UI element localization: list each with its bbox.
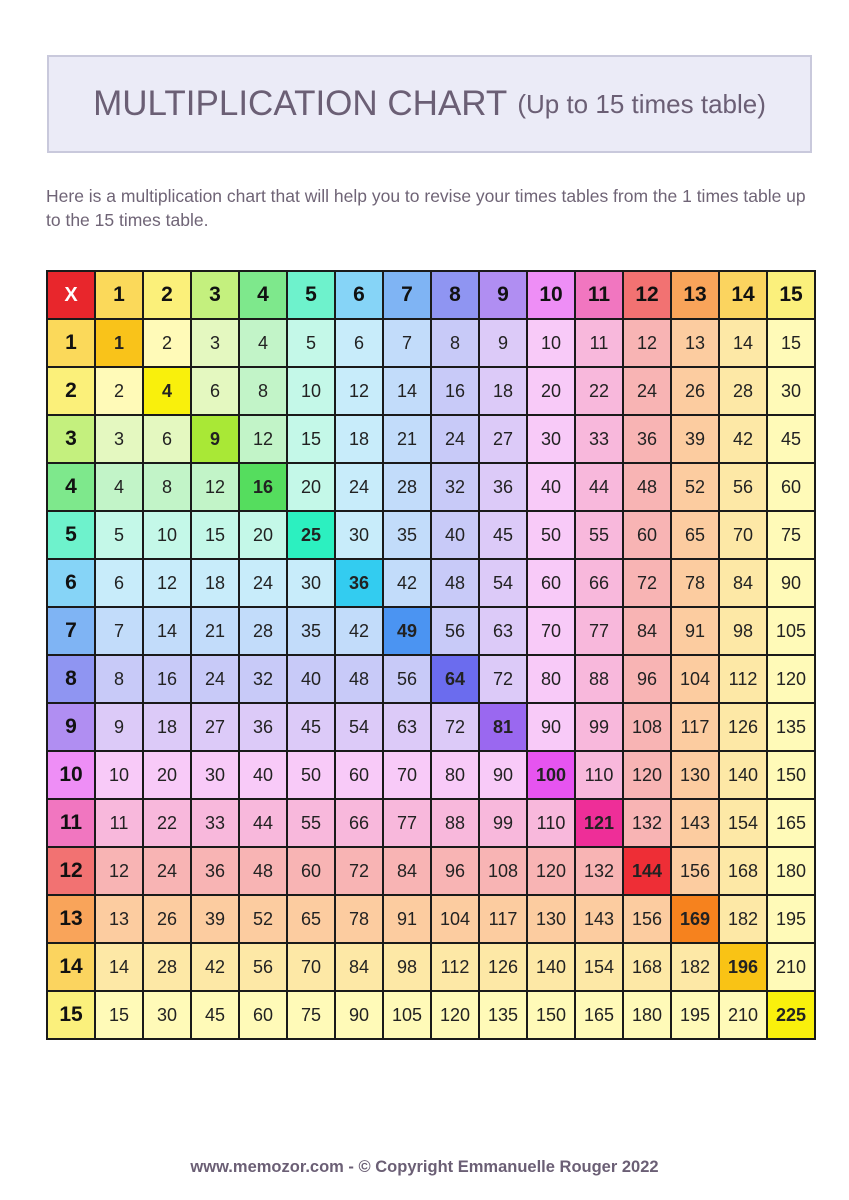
header-row [47, 271, 815, 319]
product-cell: 140 [719, 751, 767, 799]
product-cell: 8 [431, 319, 479, 367]
product-cell: 12 [191, 463, 239, 511]
product-cell: 168 [719, 847, 767, 895]
square-cell: 121 [575, 799, 623, 847]
product-cell: 60 [239, 991, 287, 1039]
row-header: 2 [47, 367, 95, 415]
product-cell: 48 [431, 559, 479, 607]
column-header: 10 [527, 271, 575, 319]
product-cell: 10 [527, 319, 575, 367]
product-cell: 56 [383, 655, 431, 703]
row-header: 1 [47, 319, 95, 367]
footer-copyright: www.memozor.com - © Copyright Emmanuelle Rouger 2022 [190, 1158, 659, 1176]
product-cell: 168 [623, 943, 671, 991]
table-row [47, 511, 815, 559]
product-cell: 10 [143, 511, 191, 559]
corner-cell: X [47, 271, 95, 319]
table-row [47, 415, 815, 463]
product-cell: 60 [767, 463, 815, 511]
row-header: 7 [47, 607, 95, 655]
table-row [47, 463, 815, 511]
product-cell: 20 [287, 463, 335, 511]
product-cell: 72 [623, 559, 671, 607]
product-cell: 90 [335, 991, 383, 1039]
product-cell: 143 [671, 799, 719, 847]
product-cell: 210 [719, 991, 767, 1039]
table-row [47, 799, 815, 847]
product-cell: 5 [287, 319, 335, 367]
square-cell: 169 [671, 895, 719, 943]
table-row [47, 847, 815, 895]
product-cell: 40 [239, 751, 287, 799]
product-cell: 210 [767, 943, 815, 991]
product-cell: 135 [479, 991, 527, 1039]
product-cell: 21 [191, 607, 239, 655]
product-cell: 75 [287, 991, 335, 1039]
product-cell: 70 [719, 511, 767, 559]
product-cell: 32 [239, 655, 287, 703]
product-cell: 150 [767, 751, 815, 799]
product-cell: 45 [287, 703, 335, 751]
product-cell: 112 [431, 943, 479, 991]
square-cell: 81 [479, 703, 527, 751]
product-cell: 44 [575, 463, 623, 511]
product-cell: 120 [431, 991, 479, 1039]
product-cell: 14 [383, 367, 431, 415]
product-cell: 24 [191, 655, 239, 703]
product-cell: 56 [719, 463, 767, 511]
product-cell: 112 [719, 655, 767, 703]
product-cell: 140 [527, 943, 575, 991]
product-cell: 15 [287, 415, 335, 463]
product-cell: 105 [383, 991, 431, 1039]
column-header: 11 [575, 271, 623, 319]
product-cell: 48 [623, 463, 671, 511]
product-cell: 13 [671, 319, 719, 367]
product-cell: 18 [143, 703, 191, 751]
product-cell: 36 [479, 463, 527, 511]
product-cell: 90 [479, 751, 527, 799]
product-cell: 15 [95, 991, 143, 1039]
product-cell: 72 [335, 847, 383, 895]
product-cell: 28 [143, 943, 191, 991]
square-cell: 25 [287, 511, 335, 559]
product-cell: 180 [623, 991, 671, 1039]
column-header: 13 [671, 271, 719, 319]
column-header: 7 [383, 271, 431, 319]
column-header: 14 [719, 271, 767, 319]
product-cell: 45 [767, 415, 815, 463]
product-cell: 84 [719, 559, 767, 607]
product-cell: 30 [335, 511, 383, 559]
product-cell: 8 [143, 463, 191, 511]
product-cell: 42 [191, 943, 239, 991]
product-cell: 39 [191, 895, 239, 943]
product-cell: 84 [335, 943, 383, 991]
product-cell: 45 [479, 511, 527, 559]
row-header: 11 [47, 799, 95, 847]
column-header: 15 [767, 271, 815, 319]
product-cell: 154 [575, 943, 623, 991]
product-cell: 80 [431, 751, 479, 799]
product-cell: 195 [767, 895, 815, 943]
row-header: 15 [47, 991, 95, 1039]
product-cell: 28 [383, 463, 431, 511]
product-cell: 70 [287, 943, 335, 991]
column-header: 4 [239, 271, 287, 319]
page-subtitle: (Up to 15 times table) [517, 88, 766, 119]
product-cell: 33 [575, 415, 623, 463]
product-cell: 12 [239, 415, 287, 463]
table-row [47, 367, 815, 415]
title-banner [47, 55, 812, 153]
square-cell: 225 [767, 991, 815, 1039]
product-cell: 56 [431, 607, 479, 655]
row-header: 8 [47, 655, 95, 703]
product-cell: 39 [671, 415, 719, 463]
product-cell: 60 [287, 847, 335, 895]
product-cell: 9 [95, 703, 143, 751]
product-cell: 96 [431, 847, 479, 895]
product-cell: 77 [383, 799, 431, 847]
product-cell: 84 [623, 607, 671, 655]
table-row [47, 703, 815, 751]
product-cell: 26 [143, 895, 191, 943]
square-cell: 49 [383, 607, 431, 655]
product-cell: 75 [767, 511, 815, 559]
product-cell: 52 [239, 895, 287, 943]
column-header: 3 [191, 271, 239, 319]
table-row [47, 943, 815, 991]
table-row [47, 655, 815, 703]
table-row [47, 607, 815, 655]
product-cell: 63 [383, 703, 431, 751]
product-cell: 11 [95, 799, 143, 847]
product-cell: 30 [191, 751, 239, 799]
product-cell: 28 [719, 367, 767, 415]
product-cell: 7 [95, 607, 143, 655]
product-cell: 54 [479, 559, 527, 607]
product-cell: 24 [335, 463, 383, 511]
product-cell: 150 [527, 991, 575, 1039]
product-cell: 22 [575, 367, 623, 415]
row-header: 4 [47, 463, 95, 511]
square-cell: 144 [623, 847, 671, 895]
product-cell: 60 [623, 511, 671, 559]
product-cell: 120 [767, 655, 815, 703]
row-header: 6 [47, 559, 95, 607]
product-cell: 12 [335, 367, 383, 415]
product-cell: 32 [431, 463, 479, 511]
product-cell: 182 [719, 895, 767, 943]
row-header: 14 [47, 943, 95, 991]
product-cell: 91 [671, 607, 719, 655]
product-cell: 143 [575, 895, 623, 943]
product-cell: 8 [95, 655, 143, 703]
product-cell: 104 [431, 895, 479, 943]
product-cell: 44 [239, 799, 287, 847]
row-header: 9 [47, 703, 95, 751]
product-cell: 60 [335, 751, 383, 799]
product-cell: 26 [671, 367, 719, 415]
product-cell: 15 [767, 319, 815, 367]
square-cell: 100 [527, 751, 575, 799]
table-row [47, 319, 815, 367]
column-header: 8 [431, 271, 479, 319]
product-cell: 27 [479, 415, 527, 463]
product-cell: 99 [575, 703, 623, 751]
product-cell: 27 [191, 703, 239, 751]
product-cell: 5 [95, 511, 143, 559]
product-cell: 7 [383, 319, 431, 367]
product-cell: 13 [95, 895, 143, 943]
product-cell: 130 [527, 895, 575, 943]
page-title: MULTIPLICATION CHART [93, 84, 508, 123]
product-cell: 165 [767, 799, 815, 847]
product-cell: 42 [335, 607, 383, 655]
product-cell: 6 [143, 415, 191, 463]
product-cell: 12 [623, 319, 671, 367]
product-cell: 40 [527, 463, 575, 511]
column-header: 5 [287, 271, 335, 319]
square-cell: 196 [719, 943, 767, 991]
product-cell: 66 [575, 559, 623, 607]
product-cell: 35 [287, 607, 335, 655]
product-cell: 20 [527, 367, 575, 415]
product-cell: 6 [95, 559, 143, 607]
product-cell: 156 [623, 895, 671, 943]
product-cell: 110 [575, 751, 623, 799]
product-cell: 55 [575, 511, 623, 559]
product-cell: 52 [671, 463, 719, 511]
product-cell: 78 [671, 559, 719, 607]
product-cell: 14 [143, 607, 191, 655]
product-cell: 72 [479, 655, 527, 703]
product-cell: 120 [527, 847, 575, 895]
multiplication-table [46, 270, 816, 1040]
product-cell: 30 [143, 991, 191, 1039]
product-cell: 130 [671, 751, 719, 799]
product-cell: 88 [575, 655, 623, 703]
product-cell: 55 [287, 799, 335, 847]
product-cell: 20 [143, 751, 191, 799]
product-cell: 70 [527, 607, 575, 655]
column-header: 6 [335, 271, 383, 319]
product-cell: 12 [95, 847, 143, 895]
product-cell: 40 [287, 655, 335, 703]
product-cell: 42 [383, 559, 431, 607]
product-cell: 9 [479, 319, 527, 367]
product-cell: 195 [671, 991, 719, 1039]
square-cell: 16 [239, 463, 287, 511]
product-cell: 132 [575, 847, 623, 895]
product-cell: 16 [143, 655, 191, 703]
product-cell: 50 [287, 751, 335, 799]
product-cell: 24 [239, 559, 287, 607]
product-cell: 18 [335, 415, 383, 463]
square-cell: 4 [143, 367, 191, 415]
product-cell: 45 [191, 991, 239, 1039]
product-cell: 2 [95, 367, 143, 415]
product-cell: 126 [479, 943, 527, 991]
product-cell: 18 [479, 367, 527, 415]
product-cell: 66 [335, 799, 383, 847]
product-cell: 165 [575, 991, 623, 1039]
product-cell: 126 [719, 703, 767, 751]
column-header: 2 [143, 271, 191, 319]
product-cell: 6 [335, 319, 383, 367]
product-cell: 36 [191, 847, 239, 895]
table-row [47, 559, 815, 607]
product-cell: 48 [335, 655, 383, 703]
product-cell: 135 [767, 703, 815, 751]
column-header: 9 [479, 271, 527, 319]
product-cell: 65 [671, 511, 719, 559]
product-cell: 11 [575, 319, 623, 367]
product-cell: 42 [719, 415, 767, 463]
product-cell: 104 [671, 655, 719, 703]
product-cell: 91 [383, 895, 431, 943]
row-header: 12 [47, 847, 95, 895]
product-cell: 156 [671, 847, 719, 895]
product-cell: 14 [719, 319, 767, 367]
table-row [47, 895, 815, 943]
product-cell: 3 [95, 415, 143, 463]
product-cell: 63 [479, 607, 527, 655]
product-cell: 20 [239, 511, 287, 559]
product-cell: 36 [239, 703, 287, 751]
product-cell: 24 [623, 367, 671, 415]
product-cell: 182 [671, 943, 719, 991]
product-cell: 8 [239, 367, 287, 415]
product-cell: 24 [431, 415, 479, 463]
product-cell: 15 [191, 511, 239, 559]
product-cell: 35 [383, 511, 431, 559]
product-cell: 80 [527, 655, 575, 703]
product-cell: 70 [383, 751, 431, 799]
square-cell: 9 [191, 415, 239, 463]
product-cell: 78 [335, 895, 383, 943]
product-cell: 110 [527, 799, 575, 847]
product-cell: 105 [767, 607, 815, 655]
square-cell: 36 [335, 559, 383, 607]
product-cell: 18 [191, 559, 239, 607]
product-cell: 50 [527, 511, 575, 559]
product-cell: 60 [527, 559, 575, 607]
product-cell: 88 [431, 799, 479, 847]
product-cell: 24 [143, 847, 191, 895]
product-cell: 98 [719, 607, 767, 655]
product-cell: 21 [383, 415, 431, 463]
product-cell: 4 [239, 319, 287, 367]
row-header: 3 [47, 415, 95, 463]
row-header: 13 [47, 895, 95, 943]
product-cell: 4 [95, 463, 143, 511]
product-cell: 10 [95, 751, 143, 799]
product-cell: 54 [335, 703, 383, 751]
square-cell: 64 [431, 655, 479, 703]
table-row [47, 751, 815, 799]
product-cell: 16 [431, 367, 479, 415]
product-cell: 28 [239, 607, 287, 655]
product-cell: 30 [767, 367, 815, 415]
product-cell: 6 [191, 367, 239, 415]
product-cell: 108 [623, 703, 671, 751]
row-header: 10 [47, 751, 95, 799]
product-cell: 12 [143, 559, 191, 607]
product-cell: 10 [287, 367, 335, 415]
product-cell: 22 [143, 799, 191, 847]
product-cell: 36 [623, 415, 671, 463]
product-cell: 33 [191, 799, 239, 847]
product-cell: 14 [95, 943, 143, 991]
product-cell: 72 [431, 703, 479, 751]
product-cell: 117 [671, 703, 719, 751]
product-cell: 117 [479, 895, 527, 943]
product-cell: 154 [719, 799, 767, 847]
product-cell: 40 [431, 511, 479, 559]
product-cell: 65 [287, 895, 335, 943]
product-cell: 30 [527, 415, 575, 463]
product-cell: 30 [287, 559, 335, 607]
product-cell: 90 [527, 703, 575, 751]
product-cell: 120 [623, 751, 671, 799]
product-cell: 48 [239, 847, 287, 895]
product-cell: 96 [623, 655, 671, 703]
row-header: 5 [47, 511, 95, 559]
product-cell: 90 [767, 559, 815, 607]
square-cell: 1 [95, 319, 143, 367]
product-cell: 108 [479, 847, 527, 895]
product-cell: 3 [191, 319, 239, 367]
intro-text: Here is a multiplication chart that will help you to revise your times tables from the 1 times table up to the 15 times table. [46, 186, 806, 230]
product-cell: 84 [383, 847, 431, 895]
product-cell: 77 [575, 607, 623, 655]
product-cell: 180 [767, 847, 815, 895]
column-header: 12 [623, 271, 671, 319]
product-cell: 132 [623, 799, 671, 847]
table-row [47, 991, 815, 1039]
column-header: 1 [95, 271, 143, 319]
product-cell: 98 [383, 943, 431, 991]
product-cell: 2 [143, 319, 191, 367]
product-cell: 99 [479, 799, 527, 847]
product-cell: 56 [239, 943, 287, 991]
